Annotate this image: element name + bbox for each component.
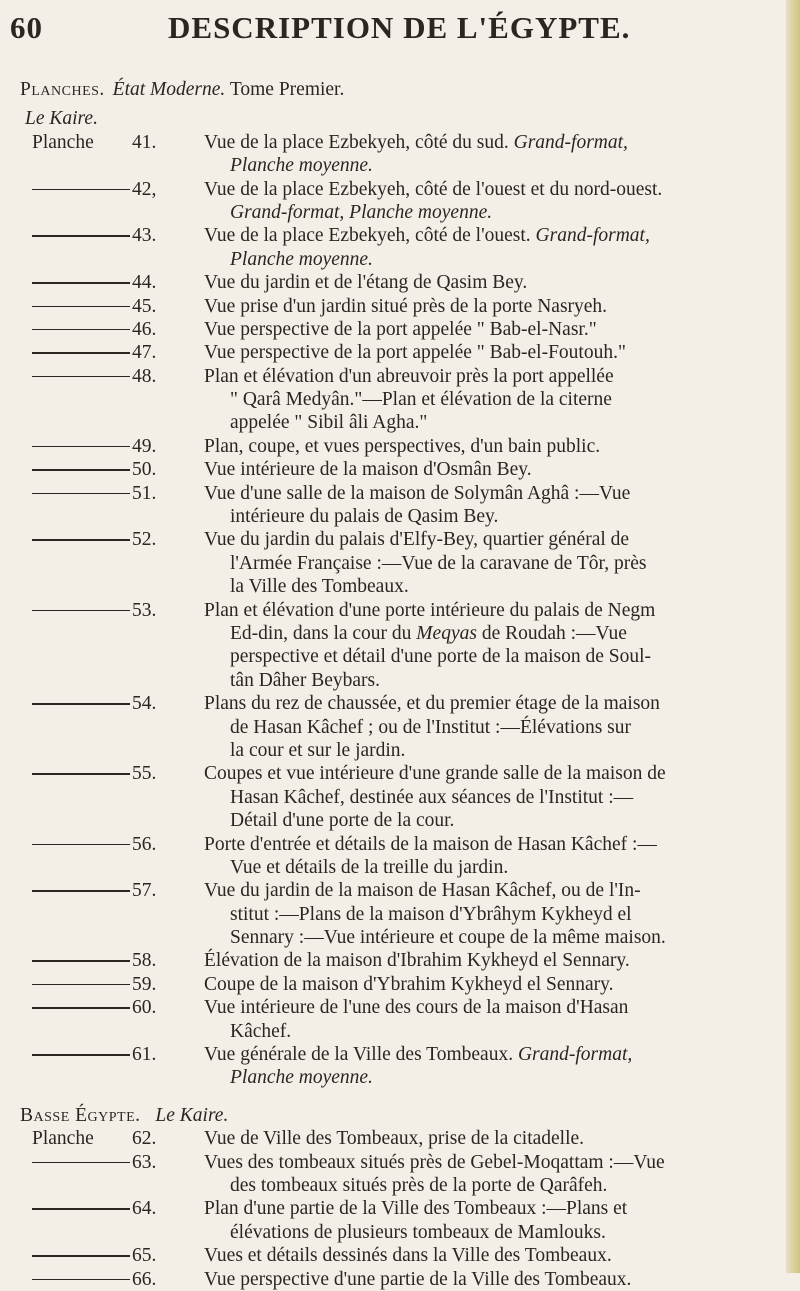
plate-description-continued: tân Dâher Beybars. [230,669,380,691]
plate-entry [0,1268,786,1291]
ditto-dash [32,306,130,308]
plate-description-continued: Grand-format, Planche moyenne. [230,201,493,223]
ditto-dash [32,282,130,284]
city-heading-2: Le Kaire. [155,1104,229,1126]
plate-description: Plan et élévation d'un abreuvoir près la port appellée [204,365,614,387]
plate-number: 41. [132,131,157,153]
plate-description: Coupes et vue intérieure d'une grande salle de la maison de [204,763,666,785]
running-title: DESCRIPTION DE L'ÉGYPTE. [168,10,631,45]
ditto-dash [32,960,130,962]
plate-description-continued: Kâchef. [230,1020,292,1042]
plate-number: 52. [132,529,157,551]
plate-number: 66. [132,1268,157,1290]
plate-entry [0,1244,786,1267]
plate-description: Vue perspective de la port appelée " Bab-el-Foutouh." [204,342,626,364]
ditto-dash [32,1162,130,1164]
ditto-dash [32,890,130,892]
page-edge [786,0,800,1273]
plate-entry [0,833,786,880]
ditto-dash [32,984,130,986]
plate-description-continued: perspective et détail d'une porte de la maison de Soul- [230,646,652,668]
plate-entry [0,271,786,294]
plate-entry [0,365,786,435]
ditto-dash [32,235,130,237]
plate-number: 42, [132,178,157,200]
plate-entry [0,435,786,458]
plate-description-continued: Planche moyenne. [230,155,373,177]
plate-description-continued: Sennary :—Vue intérieure et coupe de la même maison. [230,927,666,949]
plate-description: Vue perspective de la port appelée " Bab-el-Nasr." [204,318,597,340]
section-heading [0,78,786,101]
plate-entry [0,879,786,949]
ditto-dash [32,493,130,495]
plate-description: Vue de la place Ezbekyeh, côté de l'ouest. Grand-format, [204,225,650,247]
plate-entry [0,762,786,832]
plate-description: Vue du jardin et de l'étang de Qasim Bey. [204,272,528,294]
plate-number: 55. [132,763,157,785]
plate-description: Vue de Ville des Tombeaux, prise de la citadelle. [204,1128,585,1150]
plate-description: Vue intérieure de l'une des cours de la maison d'Hasan [204,997,629,1019]
plate-entry [0,131,786,178]
plate-number: 62. [132,1128,157,1150]
section-heading-2 [0,1104,786,1127]
entries-section-1 [0,131,786,1090]
plate-number: 56. [132,833,157,855]
plate-entry [0,599,786,693]
plate-number: 48. [132,365,157,387]
ditto-dash [32,329,130,331]
plate-description: Vue du jardin du palais d'Elfy-Bey, quartier général de [204,529,630,551]
plate-number: 50. [132,459,157,481]
plate-description-continued: stitut :—Plans de la maison d'Ybrâhym Kykheyd el [230,903,632,925]
plate-description: Vue générale de la Ville des Tombeaux. Grand-format, [204,1044,633,1066]
plate-entry [0,528,786,598]
plate-number: 58. [132,950,157,972]
plate-number: 59. [132,973,157,995]
plate-description: Vue du jardin de la maison de Hasan Kâchef, ou de l'In- [204,880,641,902]
plate-entry [0,1151,786,1198]
ditto-dash [32,352,130,354]
plate-description: Plan, coupe, et vues perspectives, d'un bain public. [204,435,601,457]
plate-description: Vue d'une salle de la maison de Solymân Aghâ :—Vue [204,482,631,504]
plate-number: 54. [132,693,157,715]
plate-number: 64. [132,1198,157,1220]
ditto-dash [32,703,130,705]
plate-description: Vue intérieure de la maison d'Osmân Bey. [204,459,532,481]
city-heading: Le Kaire. [25,108,98,130]
ditto-dash [32,189,130,191]
ditto-dash [32,844,130,846]
plate-description: Porte d'entrée et détails de la maison de Hasan Kâchef :— [204,833,657,855]
plate-entry [0,458,786,481]
entries-section-2 [0,1127,786,1291]
plate-number: 57. [132,880,157,902]
page-number: 60 [10,10,43,45]
plate-description: Plan d'une partie de la Ville des Tombeaux :—Plans et [204,1198,628,1220]
ditto-dash [32,1255,130,1257]
plate-description-continued: des tombeaux situés près de la porte de Qarâfeh. [230,1174,608,1196]
plate-number: 45. [132,295,157,317]
plate-description-continued: Planche moyenne. [230,248,373,270]
plate-description-continued: la cour et sur le jardin. [230,739,406,761]
plate-entry [0,482,786,529]
plate-number: 51. [132,482,157,504]
plate-description: Plan et élévation d'une porte intérieure du palais de Negm [204,599,656,621]
plate-description: Plans du rez de chaussée, et du premier étage de la maison [204,693,660,715]
ditto-dash [32,376,130,378]
plate-description: Vue de la place Ezbekyeh, côté du sud. Grand-format, [204,131,628,153]
running-header [10,10,770,50]
plate-number: 60. [132,997,157,1019]
plate-description-continued: la Ville des Tombeaux. [230,576,409,598]
plate-label: Planche [32,131,94,153]
plate-number: 47. [132,342,157,364]
plate-entry [0,295,786,318]
plates-list [0,78,786,1291]
section-label-2: Basse Égypte. [20,1104,141,1126]
plate-entry [0,318,786,341]
plate-number: 49. [132,435,157,457]
ditto-dash [32,446,130,448]
plate-entry [0,1127,786,1150]
plate-number: 46. [132,318,157,340]
plate-description-continued: " Qarâ Medyân."—Plan et élévation de la citerne [230,389,612,411]
plate-entry [0,973,786,996]
ditto-dash [32,773,130,775]
plate-number: 44. [132,272,157,294]
ditto-dash [32,1054,130,1056]
section-tome: Tome Premier. [229,79,345,100]
ditto-dash [32,610,130,612]
ditto-dash [32,1208,130,1210]
plate-description-continued: Planche moyenne. [230,1067,373,1089]
plate-description-continued: Vue et détails de la treille du jardin. [230,856,509,878]
ditto-dash [32,469,130,471]
plate-number: 65. [132,1245,157,1267]
plate-description-continued: appelée " Sibil âli Agha." [230,412,428,434]
plate-entry [0,692,786,762]
plate-description: Vues des tombeaux situés près de Gebel-Moqattam :—Vue [204,1151,665,1173]
plate-number: 63. [132,1151,157,1173]
plate-description-continued: l'Armée Française :—Vue de la caravane de Tôr, près [230,552,647,574]
plate-entry [0,1043,786,1090]
plate-description-continued: Détail d'une porte de la cour. [230,810,455,832]
plate-description: Vue prise d'un jardin situé près de la porte Nasryeh. [204,295,608,317]
plate-description: Élévation de la maison d'Ibrahim Kykheyd el Sennary. [204,950,630,972]
plate-label: Planche [32,1128,94,1150]
plate-description-continued: intérieure du palais de Qasim Bey. [230,506,499,528]
plate-entry [0,341,786,364]
plate-entry [0,224,786,271]
plate-description: Vue perspective d'une partie de la Ville des Tombeaux. [204,1268,632,1290]
section-label: Planches. [20,79,105,100]
plate-description: Vues et détails dessinés dans la Ville des Tombeaux. [204,1245,612,1267]
plate-entry [0,996,786,1043]
plate-number: 61. [132,1044,157,1066]
plate-entry [0,1197,786,1244]
ditto-dash [32,1007,130,1009]
plate-number: 43. [132,225,157,247]
plate-number: 53. [132,599,157,621]
plate-description-continued: Hasan Kâchef, destinée aux séances de l'Institut :— [230,786,634,808]
plate-entry [0,949,786,972]
plate-entry [0,178,786,225]
plate-description: Coupe de la maison d'Ybrahim Kykheyd el Sennary. [204,973,614,995]
section-subtitle: État Moderne. [112,79,226,100]
ditto-dash [32,1279,130,1281]
ditto-dash [32,539,130,541]
plate-description-continued: Ed-din, dans la cour du Meqyas de Roudah :—Vue [230,622,627,644]
plate-description-continued: élévations de plusieurs tombeaux de Mamlouks. [230,1221,606,1243]
plate-description-continued: de Hasan Kâchef ; ou de l'Institut :—Élévations sur [230,716,631,738]
plate-description: Vue de la place Ezbekyeh, côté de l'ouest et du nord-ouest. [204,178,663,200]
